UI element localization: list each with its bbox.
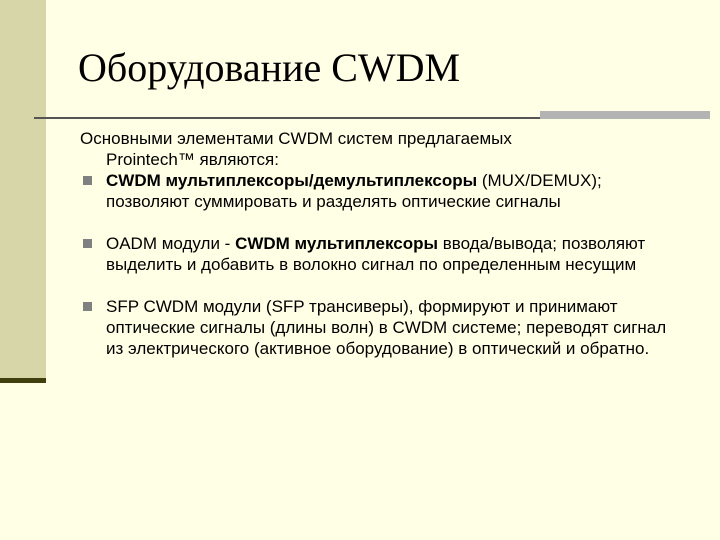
item-text: SFP CWDM модули (SFP трансиверы), формируют и принимают оптические сигналы (длины волн) в CWDM системе; переводят сигнал из электрического (активное оборудование) в оптический и обратно. [106,297,667,358]
bullet-item-mux [80,170,680,212]
item-text: ввода/вывода; позволяют выделить и добавить в волокно сигнал по определенным несущим [106,234,646,274]
square-bullet-icon [83,239,92,248]
sidebar-accent-line [0,378,46,383]
slide-title: Оборудование CWDM [78,45,461,90]
square-bullet-icon [83,176,92,185]
item-bold-text: CWDM мультиплексоры/демультиплексоры [106,171,478,190]
decorative-sidebar [0,0,46,382]
item-bold-text: CWDM мультиплексоры [235,234,438,253]
intro-paragraph [80,128,680,170]
title-underline [34,117,584,119]
intro-line-2: Prointech™ являются: [106,150,279,169]
bullet-item-sfp [80,296,680,359]
title-underline-block [540,111,710,119]
item-text: (MUX/DEMUX); позволяют суммировать и разделять оптические сигналы [106,171,602,211]
intro-line-1: Основными элементами CWDM систем предлагаемых [80,129,512,148]
slide-body [80,128,680,359]
bullet-item-oadm [80,233,680,275]
item-prefix-text: OADM модули - [106,234,236,253]
square-bullet-icon [83,302,92,311]
